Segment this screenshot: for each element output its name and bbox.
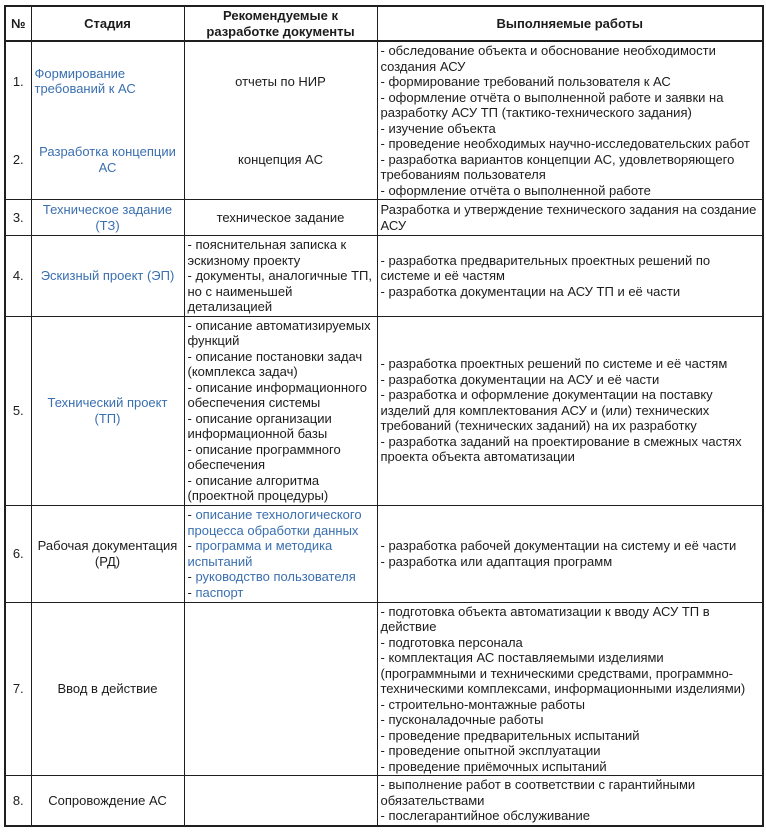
stage-label: Рабочая документация (РД) bbox=[37, 538, 178, 569]
work-item bbox=[381, 635, 760, 651]
document-item bbox=[188, 74, 374, 90]
table-row bbox=[5, 776, 763, 826]
stage-cell bbox=[31, 236, 184, 317]
document-link[interactable]: описание технологического процесса обработки данных bbox=[187, 507, 362, 538]
work-text: оформление отчёта о выполненной работе bbox=[388, 182, 651, 198]
list-dash: - bbox=[187, 472, 196, 488]
list-dash: - bbox=[187, 268, 196, 283]
list-dash: - bbox=[187, 379, 196, 395]
list-dash: - bbox=[380, 634, 389, 650]
table-row bbox=[5, 505, 763, 602]
document-link-item bbox=[188, 585, 374, 601]
document-link[interactable]: программа и методика испытаний bbox=[187, 538, 333, 569]
work-item bbox=[381, 372, 760, 388]
list-dash: - bbox=[187, 584, 196, 600]
document-item bbox=[188, 380, 374, 411]
work-text: выполнение работ в соответствии с гарантийными обязательствами bbox=[380, 777, 696, 808]
stage-cell bbox=[31, 200, 184, 236]
row-number-cell: 7. bbox=[5, 602, 31, 776]
row-number-cell: 5. bbox=[5, 316, 31, 505]
stage-cell bbox=[31, 316, 184, 505]
work-item bbox=[381, 356, 760, 372]
document-text: описание постановки задач (комплекса задач) bbox=[187, 348, 363, 379]
work-item bbox=[381, 712, 760, 728]
list-dash: - bbox=[380, 43, 389, 58]
row-number-cell: 6. bbox=[5, 505, 31, 602]
header-row bbox=[5, 6, 763, 41]
row-number-cell: 3. bbox=[5, 200, 31, 236]
document-item bbox=[188, 152, 374, 168]
list-dash: - bbox=[380, 182, 389, 198]
stage-link[interactable]: Эскизный проект (ЭП) bbox=[40, 268, 175, 283]
document-text: описание информационного обеспечения системы bbox=[187, 379, 367, 410]
documents-cell bbox=[184, 41, 377, 121]
stage-link[interactable]: Технический проект (ТП) bbox=[47, 395, 168, 426]
table-row bbox=[5, 316, 763, 505]
work-item bbox=[381, 121, 760, 137]
list-dash: - bbox=[380, 433, 389, 449]
document-item bbox=[188, 268, 374, 315]
works-cell bbox=[377, 505, 763, 602]
stage-cell bbox=[31, 41, 184, 121]
work-item bbox=[381, 743, 760, 759]
document-item bbox=[188, 473, 374, 504]
list-dash: - bbox=[380, 650, 389, 665]
document-link-item bbox=[188, 569, 374, 585]
work-item bbox=[381, 90, 760, 121]
document-text: техническое задание bbox=[216, 209, 345, 225]
list-dash: - bbox=[380, 371, 389, 387]
work-text: подготовка объекта автоматизации к вводу АСУ ТП в действие bbox=[380, 603, 710, 634]
document-text: отчеты по НИР bbox=[235, 73, 326, 89]
documents-cell bbox=[184, 200, 377, 236]
work-item bbox=[381, 538, 760, 554]
works-cell bbox=[377, 602, 763, 776]
list-dash: - bbox=[380, 553, 389, 569]
work-text: разработка документации на АСУ ТП и её части bbox=[388, 283, 681, 299]
documents-cell bbox=[184, 121, 377, 200]
row-number-cell: 8. bbox=[5, 776, 31, 826]
row-number-cell: 4. bbox=[5, 236, 31, 317]
list-dash: - bbox=[380, 252, 389, 268]
works-cell bbox=[377, 316, 763, 505]
list-dash: - bbox=[380, 538, 389, 553]
document-text: пояснительная записка к эскизному проекту bbox=[187, 237, 347, 268]
document-item bbox=[188, 411, 374, 442]
list-dash: - bbox=[187, 507, 196, 522]
works-cell bbox=[377, 41, 763, 200]
table-row bbox=[5, 236, 763, 317]
work-item bbox=[381, 759, 760, 775]
work-text: оформление отчёта о выполненной работе и заявки на разработку АСУ ТП (тактико-технического задания) bbox=[380, 89, 724, 120]
document-link[interactable]: паспорт bbox=[195, 584, 244, 600]
work-item bbox=[381, 284, 760, 300]
stage-label: Ввод в действие bbox=[57, 681, 158, 696]
work-item bbox=[381, 202, 760, 233]
list-dash: - bbox=[187, 538, 196, 553]
list-dash: - bbox=[187, 348, 196, 364]
list-dash: - bbox=[380, 758, 389, 774]
work-text: проведение необходимых научно-исследовательских работ bbox=[388, 136, 750, 151]
works-cell bbox=[377, 236, 763, 317]
work-text: разработка документации на АСУ и её части bbox=[388, 371, 660, 387]
list-dash: - bbox=[380, 89, 389, 105]
work-item bbox=[381, 136, 760, 152]
header-works: Выполняемые работы bbox=[377, 6, 763, 41]
stage-cell bbox=[31, 776, 184, 826]
list-dash: - bbox=[380, 727, 389, 743]
documents-cell bbox=[184, 602, 377, 776]
document-text: описание программного обеспечения bbox=[187, 441, 341, 472]
stage-cell bbox=[31, 505, 184, 602]
work-text: формирование требований пользователя к АС bbox=[388, 74, 671, 89]
work-item bbox=[381, 650, 760, 697]
stage-label: Сопровождение АС bbox=[48, 792, 167, 808]
list-dash: - bbox=[187, 569, 196, 584]
document-text: описание автоматизируемых функций bbox=[187, 317, 371, 348]
stage-link[interactable]: Техническое задание (ТЗ) bbox=[42, 202, 173, 233]
stage-cell bbox=[31, 602, 184, 776]
table-row bbox=[5, 200, 763, 236]
document-text: документы, аналогичные ТП, но с наименьшей детализацией bbox=[187, 268, 372, 314]
work-text: разработка проектных решений по системе и её частям bbox=[388, 356, 728, 372]
list-dash: - bbox=[380, 151, 389, 167]
work-text: обследование объекта и обоснование необходимости создания АСУ bbox=[380, 43, 716, 74]
header-number: № bbox=[5, 6, 31, 41]
work-text: разработка рабочей документации на систему и её части bbox=[388, 538, 737, 553]
work-text: разработка или адаптация программ bbox=[388, 553, 613, 569]
work-item bbox=[381, 152, 760, 183]
stage-cell bbox=[31, 121, 184, 200]
work-item bbox=[381, 604, 760, 635]
list-dash: - bbox=[380, 356, 389, 372]
document-text: описание организации информационной базы bbox=[187, 410, 332, 441]
work-text: проведение опытной эксплуатации bbox=[388, 743, 601, 758]
documents-cell bbox=[184, 236, 377, 317]
work-item bbox=[381, 728, 760, 744]
document-link[interactable]: руководство пользователя bbox=[195, 569, 356, 584]
document-text: концепция АС bbox=[238, 152, 323, 168]
work-item bbox=[381, 697, 760, 713]
work-text: проведение приёмочных испытаний bbox=[388, 758, 607, 774]
list-dash: - bbox=[380, 603, 389, 619]
document-link-item bbox=[188, 538, 374, 569]
list-dash: - bbox=[380, 777, 389, 792]
document-item bbox=[188, 237, 374, 268]
work-text: разработка и оформление документации на поставку изделий для комплектования АСУ и (или) технических требований (технических заданий) на их разработку bbox=[380, 387, 713, 434]
list-dash: - bbox=[380, 696, 389, 712]
header-documents: Рекомендуемые к разработке документы bbox=[184, 6, 377, 41]
work-text: разработка заданий на проектирование в смежных частях проекта объекта автоматизации bbox=[380, 433, 742, 465]
table-row bbox=[5, 602, 763, 776]
document-item bbox=[188, 349, 374, 380]
works-cell bbox=[377, 776, 763, 826]
document-text: описание алгоритма (проектной процедуры) bbox=[187, 472, 329, 503]
work-text: строительно-монтажные работы bbox=[388, 696, 585, 712]
header-stage: Стадия bbox=[31, 6, 184, 41]
list-dash: - bbox=[380, 743, 389, 758]
document-item bbox=[188, 210, 374, 226]
list-dash: - bbox=[380, 74, 389, 89]
work-text: комплектация АС поставляемыми изделиями (программными и техническими средствами, программно-техническими комплексами, информационными изделиями) bbox=[380, 650, 746, 696]
list-dash: - bbox=[380, 387, 389, 403]
document-item bbox=[188, 318, 374, 349]
document-link-item bbox=[188, 507, 374, 538]
documents-cell bbox=[184, 316, 377, 505]
stage-link[interactable]: Формирование требований к АС bbox=[34, 65, 136, 97]
work-text: разработка предварительных проектных решений по системе и её частям bbox=[380, 252, 711, 283]
stage-link[interactable]: Разработка концепции АС bbox=[39, 144, 176, 175]
documents-cell bbox=[184, 505, 377, 602]
asu-stages-table bbox=[4, 5, 764, 827]
table-row bbox=[5, 41, 763, 121]
list-dash: - bbox=[380, 120, 389, 136]
list-dash: - bbox=[187, 317, 196, 333]
work-text: проведение предварительных испытаний bbox=[388, 727, 640, 743]
row-number-cell: 2. bbox=[5, 121, 31, 200]
work-item bbox=[381, 387, 760, 434]
work-item bbox=[381, 74, 760, 90]
list-dash: - bbox=[187, 237, 196, 252]
list-dash: - bbox=[380, 712, 389, 727]
documents-cell bbox=[184, 776, 377, 826]
work-text: пусконаладочные работы bbox=[388, 712, 544, 727]
list-dash: - bbox=[380, 808, 389, 823]
work-text: Разработка и утверждение технического задания на создание АСУ bbox=[380, 202, 757, 233]
document-item bbox=[188, 442, 374, 473]
list-dash: - bbox=[380, 136, 389, 151]
list-dash: - bbox=[380, 283, 389, 299]
work-text: разработка вариантов концепции АС, удовлетворяющего требованиям пользователя bbox=[380, 151, 735, 182]
work-item bbox=[381, 43, 760, 74]
work-item bbox=[381, 253, 760, 284]
list-dash: - bbox=[187, 441, 196, 457]
work-item bbox=[381, 183, 760, 199]
work-item bbox=[381, 434, 760, 465]
work-text: послегарантийное обслуживание bbox=[388, 808, 590, 823]
works-cell bbox=[377, 200, 763, 236]
work-item bbox=[381, 777, 760, 808]
list-dash: - bbox=[187, 410, 196, 426]
work-text: изучение объекта bbox=[388, 120, 496, 136]
work-item bbox=[381, 808, 760, 824]
work-text: подготовка персонала bbox=[388, 634, 523, 650]
row-number-cell: 1. bbox=[5, 41, 31, 121]
work-item bbox=[381, 554, 760, 570]
